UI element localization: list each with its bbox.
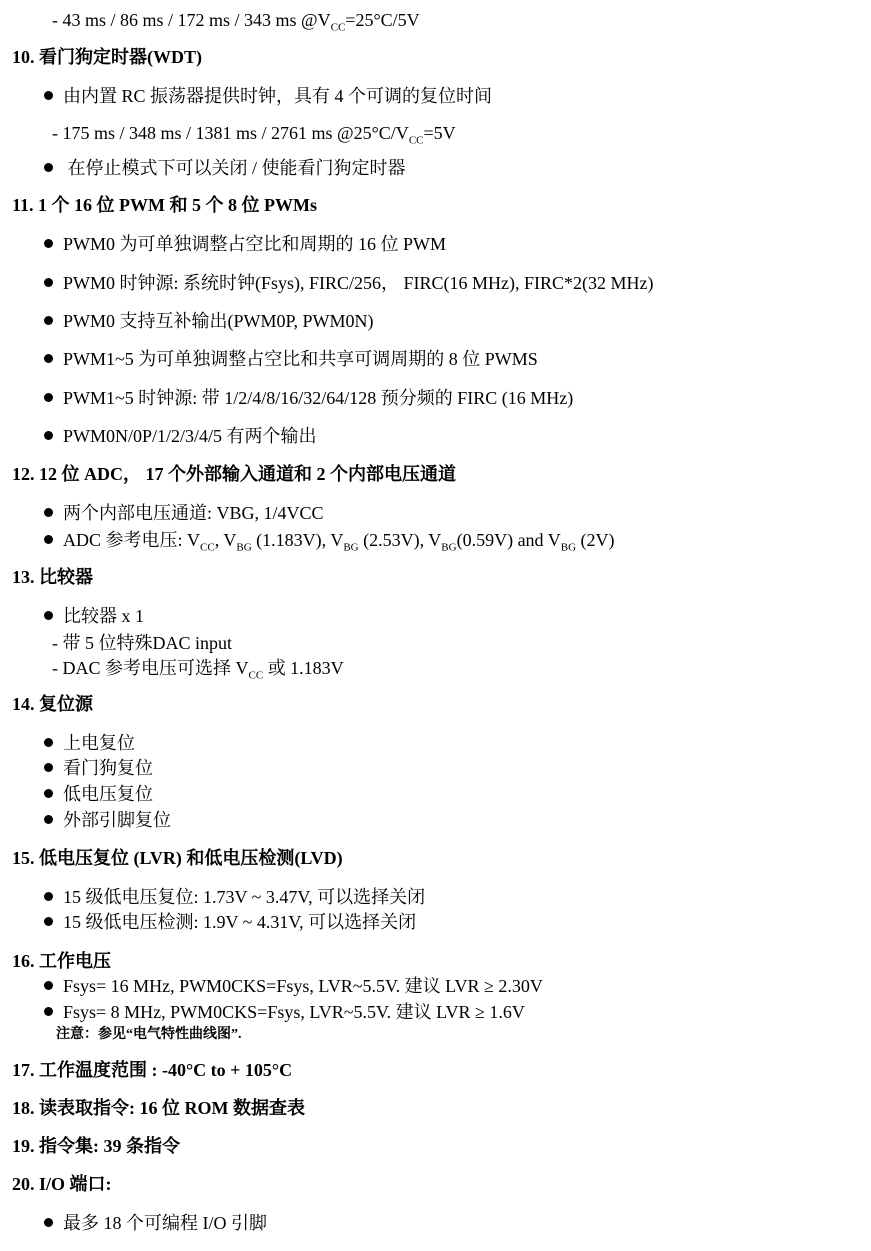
bullet-item <box>44 529 615 554</box>
bullet-icon <box>44 91 53 100</box>
line-text: 17. 工作温度范围 : -40°C to + 105°C <box>12 1060 293 1080</box>
bullet-icon <box>44 508 53 517</box>
bullet-icon <box>44 981 53 990</box>
line-text: 最多 18 个可编程 I/O 引脚 <box>63 1213 267 1233</box>
subscript-text: BG <box>441 541 457 554</box>
line-text: - 43 ms / 86 ms / 172 ms / 343 ms @V <box>52 10 331 30</box>
bullet-item <box>44 1212 267 1234</box>
section-heading <box>12 46 202 68</box>
bullet-item <box>44 272 654 294</box>
bullet-icon <box>44 1218 53 1227</box>
line-text: 20. I/O 端口: <box>12 1174 112 1194</box>
bullet-item <box>44 387 573 409</box>
bullet-item <box>44 502 324 524</box>
line-text: =5V <box>423 123 456 143</box>
bullet-item <box>44 425 317 447</box>
text-line <box>52 657 344 682</box>
bullet-icon <box>44 316 53 325</box>
line-text: Fsys= 16 MHz, PWM0CKS=Fsys, LVR~5.5V. 建议 LVR ≥ 2.30V <box>63 976 543 996</box>
subscript-text: CC <box>248 669 264 682</box>
subscript-text: BG <box>560 541 577 554</box>
line-text: 看门狗复位 <box>63 758 153 778</box>
line-text: (2V) <box>576 530 615 550</box>
section-heading <box>12 1173 112 1195</box>
line-text: - 带 5 位特殊DAC input <box>52 633 232 653</box>
line-text: PWM1~5 时钟源: 带 1/2/4/8/16/32/64/128 预分频的 FIRC (16 MHz) <box>63 388 574 408</box>
line-text: (1.183V), V <box>251 530 344 550</box>
section-heading <box>12 1097 305 1119</box>
bullet-icon <box>44 354 53 363</box>
line-text: =25°C/5V <box>345 10 420 30</box>
section-heading <box>12 847 343 869</box>
line-text: 两个内部电压通道: VBG, 1/4VCC <box>63 503 324 523</box>
bullet-item <box>44 157 406 179</box>
bullet-item <box>44 911 416 933</box>
line-text: 13. 比较器 <box>12 567 93 587</box>
section-heading <box>12 1135 180 1157</box>
bullet-icon <box>44 789 53 798</box>
bullet-item <box>44 783 153 805</box>
line-text: PWM0 支持互补输出(PWM0P, PWM0N) <box>63 311 374 331</box>
line-text: 19. 指令集: 39 条指令 <box>12 1136 180 1156</box>
line-text: 外部引脚复位 <box>63 810 171 830</box>
bullet-item <box>44 605 144 627</box>
subscript-text: BG <box>236 541 252 554</box>
subscript-text: BG <box>343 541 359 554</box>
bullet-item <box>44 809 171 831</box>
line-text: 在停止模式下可以关闭 / 使能看门狗定时器 <box>63 158 406 178</box>
line-text: 低电压复位 <box>63 784 153 804</box>
bullet-item <box>44 85 492 107</box>
line-text: 15 级低电压复位: 1.73V ~ 3.47V, 可以选择关闭 <box>63 887 426 907</box>
bullet-icon <box>44 892 53 901</box>
line-text: 15 级低电压检测: 1.9V ~ 4.31V, 可以选择关闭 <box>63 912 417 932</box>
line-text: PWM0 时钟源: 系统时钟(Fsys), FIRC/256， FIRC(16 MHz), FIRC*2(32 MHz) <box>63 273 654 293</box>
line-text: 16. 工作电压 <box>12 951 111 971</box>
text-line <box>52 122 456 147</box>
note-text <box>56 1024 242 1046</box>
line-text: 14. 复位源 <box>12 694 93 714</box>
line-text: 15. 低电压复位 (LVR) 和低电压检测(LVD) <box>12 848 343 868</box>
section-heading <box>12 950 111 972</box>
bullet-icon <box>44 1007 53 1016</box>
line-text: 10. 看门狗定时器(WDT) <box>12 47 202 67</box>
bullet-icon <box>44 393 53 402</box>
bullet-icon <box>44 278 53 287</box>
bullet-icon <box>44 917 53 926</box>
bullet-item <box>44 233 446 255</box>
line-text: 11. 1 个 16 位 PWM 和 5 个 8 位 PWMs <box>12 195 317 215</box>
bullet-icon <box>44 738 53 747</box>
line-text: PWM0N/0P/1/2/3/4/5 有两个输出 <box>63 426 317 446</box>
line-text: 18. 读表取指令: 16 位 ROM 数据查表 <box>12 1098 305 1118</box>
subscript-text: CC <box>200 541 215 554</box>
bullet-icon <box>44 239 53 248</box>
section-heading <box>12 1059 292 1081</box>
subscript-text: CC <box>330 21 346 34</box>
line-text: 由内置 RC 振荡器提供时钟，具有 4 个可调的复位时间 <box>63 86 493 106</box>
line-text: (0.59V) and V <box>456 530 561 550</box>
bullet-item <box>44 886 425 908</box>
bullet-icon <box>44 763 53 772</box>
line-text: Fsys= 8 MHz, PWM0CKS=Fsys, LVR~5.5V. 建议 LVR ≥ 1.6V <box>63 1002 525 1022</box>
bullet-icon <box>44 815 53 824</box>
line-text: - DAC 参考电压可选择 V <box>52 658 249 678</box>
bullet-icon <box>44 163 53 172</box>
bullet-item <box>44 732 135 754</box>
bullet-icon <box>44 431 53 440</box>
bullet-item <box>44 310 374 332</box>
section-heading <box>12 194 317 216</box>
text-line <box>52 632 232 654</box>
line-text: (2.53V), V <box>358 530 442 550</box>
line-text: PWM0 为可单独调整占空比和周期的 16 位 PWM <box>63 234 447 254</box>
line-text: 比较器 x 1 <box>63 606 144 626</box>
bullet-item <box>44 1001 525 1023</box>
bullet-icon <box>44 535 53 544</box>
bullet-item <box>44 975 543 997</box>
line-text: 注意：参见“电气特性曲线图”. <box>56 1027 242 1042</box>
text-line <box>52 9 420 34</box>
bullet-item <box>44 757 153 779</box>
section-heading <box>12 566 93 588</box>
section-heading <box>12 693 93 715</box>
bullet-icon <box>44 611 53 620</box>
subscript-text: CC <box>408 134 424 147</box>
section-heading <box>12 463 456 485</box>
line-text: 或 1.183V <box>263 658 344 678</box>
line-text: PWM1~5 为可单独调整占空比和共享可调周期的 8 位 PWMS <box>63 349 538 369</box>
bullet-item <box>44 348 538 370</box>
line-text: - 175 ms / 348 ms / 1381 ms / 2761 ms @25°C/V <box>52 123 409 143</box>
line-text: 上电复位 <box>63 733 135 753</box>
line-text: ADC 参考电压: V <box>63 530 201 550</box>
line-text: , V <box>214 530 237 550</box>
line-text: 12. 12 位 ADC， 17 个外部输入通道和 2 个内部电压通道 <box>12 464 456 484</box>
